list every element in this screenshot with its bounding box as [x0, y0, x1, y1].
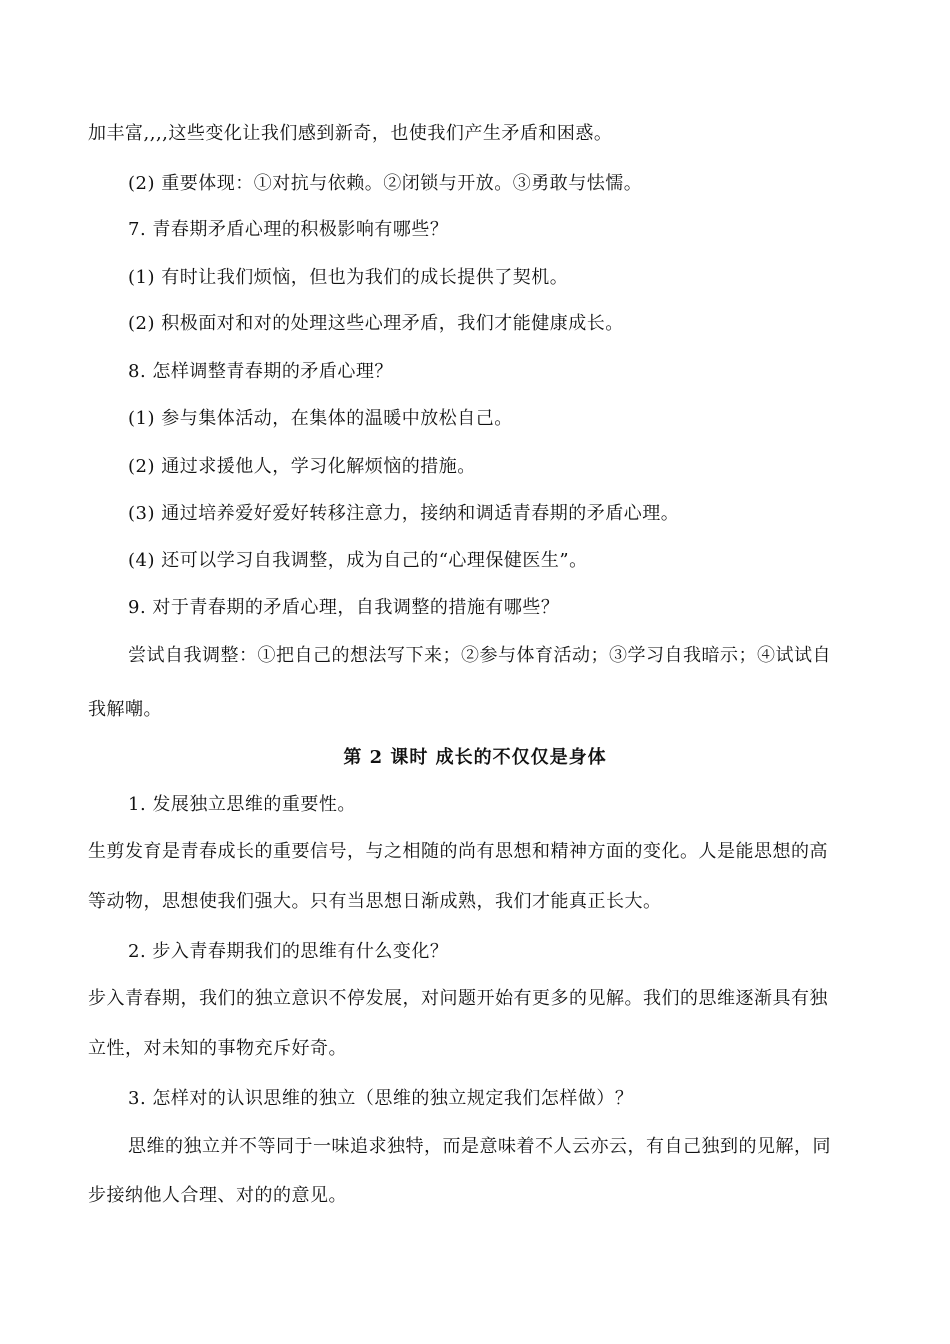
- question-heading: 3. 怎样对的认识思维的独立（思维的独立规定我们怎样做）？: [128, 1088, 634, 1109]
- question-heading: 2. 步入青春期我们的思维有什么变化？: [128, 941, 449, 962]
- paragraph-line: 生剪发育是青春成长的重要信号，与之相随的尚有思想和精神方面的变化。人是能思想的高: [88, 841, 828, 862]
- list-item: (2) 通过求援他人，学习化解烦恼的措施。: [128, 456, 476, 477]
- question-heading: 9. 对于青春期的矛盾心理，自我调整的措施有哪些？: [128, 597, 560, 618]
- paragraph-line: 步入青春期，我们的独立意识不停发展，对问题开始有更多的见解。我们的思维逐渐具有独: [88, 988, 828, 1009]
- paragraph-line: 加丰富,,,,这些变化让我们感到新奇，也使我们产生矛盾和困惑。: [88, 123, 613, 144]
- paragraph-line: 步接纳他人合理、对的的意见。: [88, 1185, 347, 1206]
- question-heading: 1. 发展独立思维的重要性。: [128, 794, 356, 815]
- question-heading: 7. 青春期矛盾心理的积极影响有哪些？: [128, 219, 449, 240]
- list-item: (1) 有时让我们烦恼，但也为我们的成长提供了契机。: [128, 267, 569, 288]
- list-item: (4) 还可以学习自我调整，成为自己的“心理保健医生”。: [128, 550, 588, 571]
- paragraph-line: 我解嘲。: [88, 699, 162, 720]
- paragraph-line: 等动物，思想使我们强大。只有当思想日渐成熟，我们才能真正长大。: [88, 891, 662, 912]
- list-item: (3) 通过培养爱好爱好转移注意力，接纳和调适青春期的矛盾心理。: [128, 503, 680, 524]
- paragraph-line: 尝试自我调整：①把自己的想法写下来；②参与体育活动；③学习自我暗示；④试试自: [128, 645, 831, 666]
- question-heading: 8. 怎样调整青春期的矛盾心理？: [128, 361, 393, 382]
- list-item: (1) 参与集体活动，在集体的温暖中放松自己。: [128, 408, 513, 429]
- list-item: (2) 积极面对和对的处理这些心理矛盾，我们才能健康成长。: [128, 313, 624, 334]
- section-title: 第 2 课时 成长的不仅仅是身体: [343, 747, 607, 768]
- list-item: (2) 重要体现：①对抗与依赖。②闭锁与开放。③勇敢与怯懦。: [128, 173, 643, 194]
- paragraph-line: 立性，对未知的事物充斥好奇。: [88, 1038, 347, 1059]
- paragraph-line: 思维的独立并不等同于一味追求独特，而是意味着不人云亦云，有自己独到的见解，同: [128, 1136, 831, 1157]
